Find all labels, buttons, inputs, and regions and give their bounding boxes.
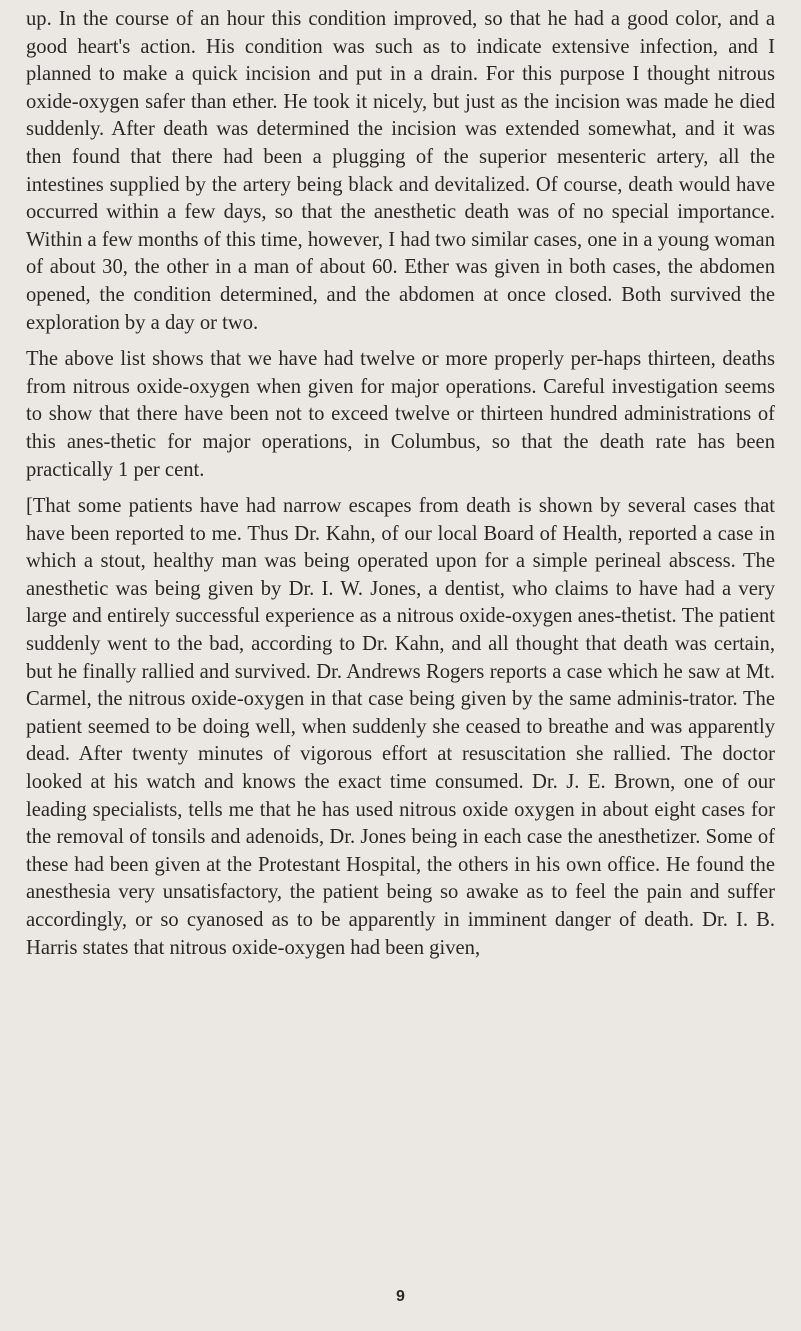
paragraph-narrow-escapes: [That some patients have had narrow escapes from death is shown by several cases that have been reported to me. Thus Dr. Kahn, of our local Board of Health, reported a case in which a stout, healthy man was being operated upon for a simple perineal abscess. The anesthetic was being given by Dr. I. W. Jones, a dentist, who claims to have had a very large and entirely successful experience as a nitrous oxide-oxygen anes-thetist. The patient suddenly went to the bad, according to Dr. Kahn, and all thought that death was certain, but he finally rallied and survived. Dr. Andrews Rogers reports a case which he saw at Mt. Carmel, the nitrous oxide-oxygen in that case being given by the same adminis-trator. The patient seemed to be doing well, when suddenly she ceased to breathe and was apparently dead. After twenty minutes of vigorous effort at resuscitation she rallied. The doctor looked at his watch and knows the exact time consumed. Dr. J. E. Brown, one of our leading specialists, tells me that he has used nitrous oxide oxygen in about eight cases for the removal of tonsils and adenoids, Dr. Jones being in each case the anesthetizer. Some of these had been given at the Protestant Hospital, the others in his own office. He found the anesthesia very unsatisfactory, the patient being so awake as to feel the pain and suffer accordingly, or so cyanosed as to be apparently in imminent danger of death. Dr. I. B. Harris states that nitrous oxide-oxygen had been given,	[26, 495, 775, 959]
paragraph-death-rate: The above list shows that we have had twelve or more properly per-haps thirteen, deaths from nitrous oxide-oxygen when given for major operations. Careful investigation seems to show that there have been not to exceed twelve or thirteen hundred administrations of this anes-thetic for major operations, in Columbus, so that the death rate has been practically 1 per cent.	[26, 348, 775, 481]
paragraph-case-report: up. In the course of an hour this condition improved, so that he had a good color, and a good heart's action. His condition was such as to indicate extensive infection, and I planned to make a quick incision and put in a drain. For this purpose I thought nitrous oxide-oxygen safer than ether. He took it nicely, but just as the incision was made he died suddenly. After death was determined the incision was extended somewhat, and it was then found that there had been a plugging of the superior mesenteric artery, all the intestines supplied by the artery being black and devitalized. Of course, death would have occurred within a few days, so that the anesthetic death was of no special importance. Within a few months of this time, however, I had two similar cases, one in a young woman of about 30, the other in a man of about 60. Ether was given in both cases, the abdomen opened, the condition determined, and the abdomen at once closed. Both survived the exploration by a day or two.	[26, 8, 775, 334]
page-number: 9	[396, 1288, 405, 1305]
